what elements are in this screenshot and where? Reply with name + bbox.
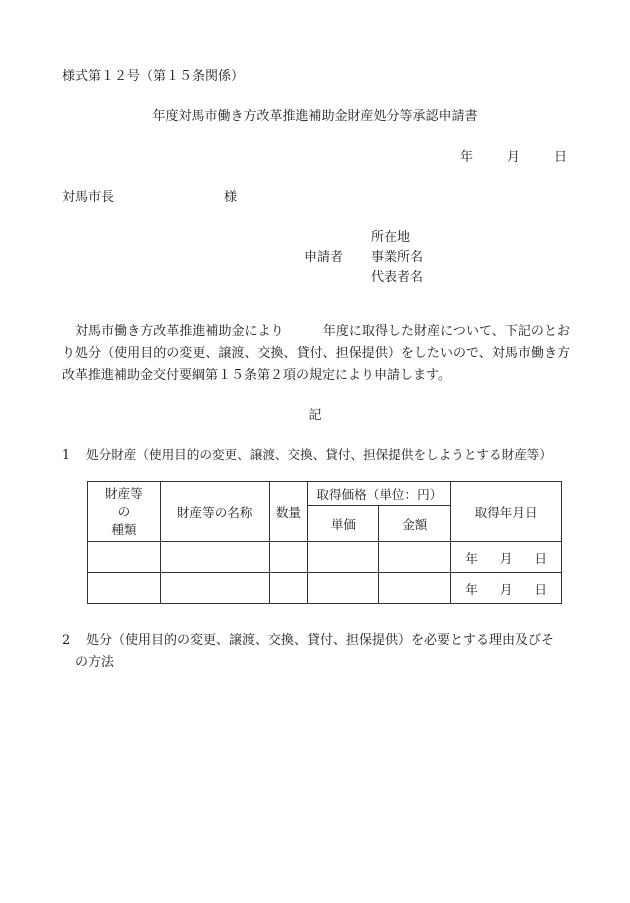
header-acquisition-date: 取得年月日 — [451, 482, 562, 542]
header-type-line3: 種類 — [111, 521, 137, 537]
section-2-line1: 処分（使用目的の変更、譲渡、交換、貸付、担保提供）を必要とする理由及びそ — [86, 633, 555, 648]
header-type — [88, 482, 161, 542]
section-2-number: 2 — [62, 633, 71, 648]
header-type-line1: 財産等 — [105, 485, 143, 501]
row-year: 年 — [465, 550, 478, 566]
row-year: 年 — [465, 581, 478, 597]
applicant-label: 申請者 — [304, 250, 344, 265]
cell-amount[interactable] — [379, 542, 451, 573]
header-price-group: 取得価格（単位：円） — [308, 482, 451, 506]
cell-unit-price[interactable] — [308, 573, 379, 604]
addressee-name: 対馬市長 — [62, 190, 115, 205]
form-number: 様式第１２号（第１５条関係） — [62, 69, 245, 84]
cell-quantity[interactable] — [269, 573, 308, 604]
header-unit-price: 単価 — [308, 506, 379, 542]
section-1-heading — [62, 444, 552, 463]
table-row — [88, 542, 562, 573]
date-month-label: 月 — [506, 150, 520, 165]
table-row — [88, 573, 562, 604]
addressee — [62, 186, 242, 205]
section-1-number: 1 — [62, 447, 71, 462]
applicant-address-label: 所在地 — [371, 230, 411, 245]
date-line — [460, 146, 567, 165]
header-type-line2: の — [117, 503, 131, 519]
cell-type[interactable] — [88, 542, 161, 573]
section-2-heading — [62, 630, 572, 674]
addressee-honorific: 様 — [224, 190, 238, 205]
applicant-business-name-label: 事業所名 — [371, 250, 424, 265]
date-year-label: 年 — [459, 150, 473, 165]
row-month: 月 — [499, 550, 513, 566]
document-title: 年度対馬市働き方改革推進補助金財産処分等承認申請書 — [152, 109, 478, 124]
cell-acquisition-date[interactable] — [451, 573, 562, 604]
applicant-representative-label: 代表者名 — [371, 270, 424, 285]
cell-acquisition-date[interactable] — [451, 542, 562, 573]
section-1-text: 処分財産（使用目的の変更、譲渡、交換、貸付、担保提供をしようとする財産等） — [86, 447, 552, 462]
cell-type[interactable] — [88, 573, 161, 604]
row-day: 日 — [534, 581, 547, 597]
row-day: 日 — [534, 550, 547, 566]
header-quantity: 数量 — [269, 482, 308, 542]
cell-amount[interactable] — [379, 573, 451, 604]
cell-name[interactable] — [160, 573, 269, 604]
section-2-line2: の方法 — [75, 655, 115, 670]
header-amount: 金額 — [379, 506, 451, 542]
body-paragraph: 対馬市働き方改革推進補助金により 年度に取得した財産について、下記のとおり処分（使用目的の変更、譲渡、交換、貸付、担保提供）をしたいので、対馬市働き方改革推進補助金交付要綱第１５条第２項の規定により申請します。 — [62, 324, 570, 383]
ki-heading: 記 — [308, 408, 322, 423]
property-table — [87, 481, 562, 604]
date-day-label: 日 — [553, 150, 567, 165]
cell-quantity[interactable] — [269, 542, 308, 573]
cell-unit-price[interactable] — [308, 542, 379, 573]
header-name: 財産等の名称 — [160, 482, 269, 542]
row-month: 月 — [499, 581, 513, 597]
cell-name[interactable] — [160, 542, 269, 573]
